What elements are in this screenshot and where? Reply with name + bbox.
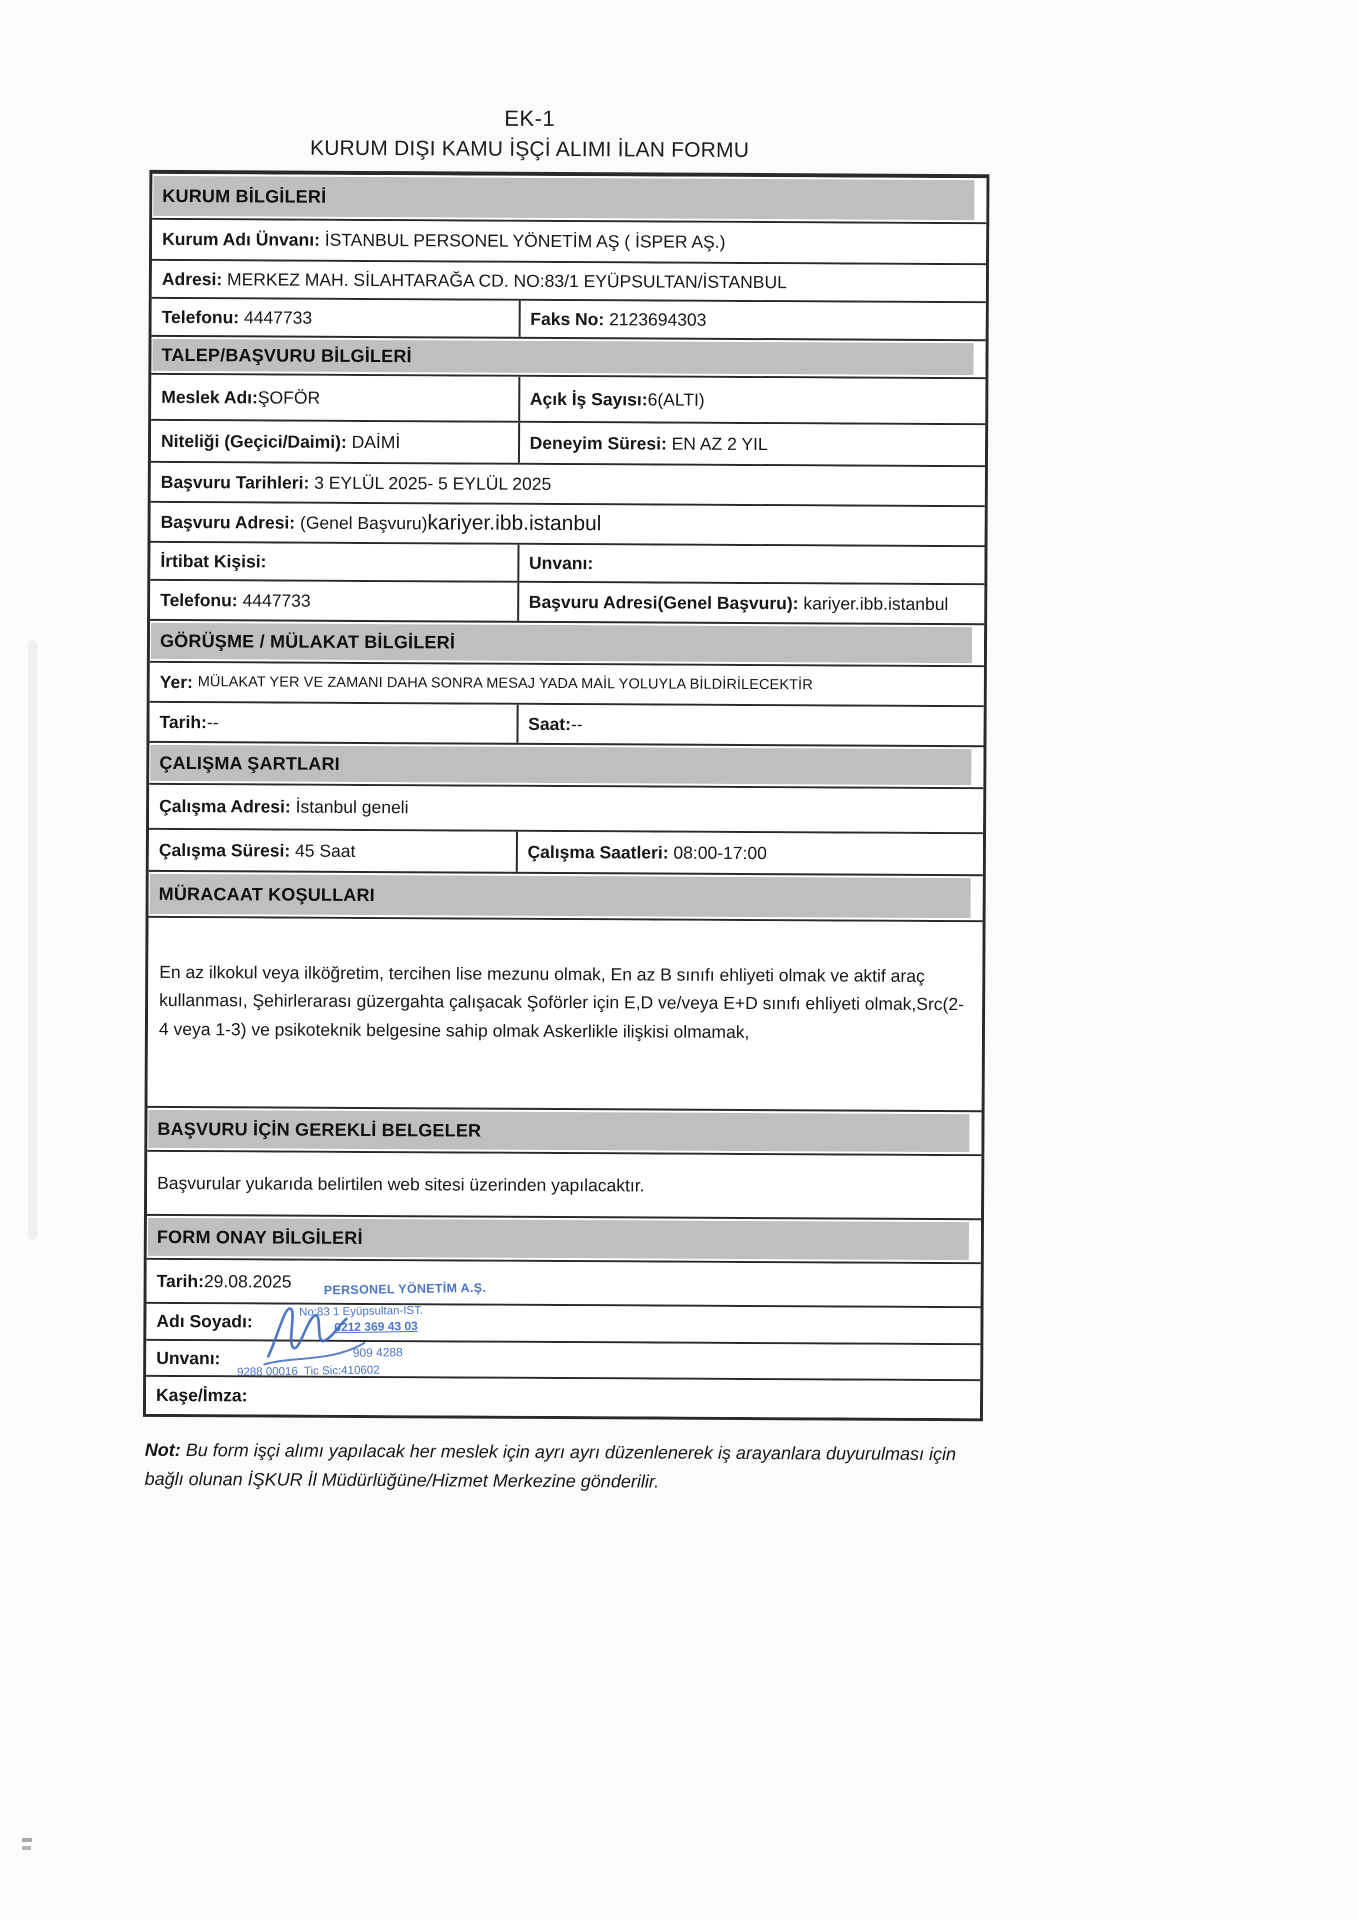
cell-telefonu-2 (150, 581, 519, 621)
value-deneyim-suresi: EN AZ 2 YIL (671, 433, 768, 454)
section-header-gerekli-belgeler (147, 1108, 981, 1156)
footer-note (145, 1436, 973, 1499)
row-meslek-acikis (151, 375, 985, 425)
value-kurum-adi: İSTANBUL PERSONEL YÖNETİM AŞ ( İSPER AŞ.) (324, 229, 726, 252)
form-table (143, 170, 990, 1421)
value-onay-tarih: 29.08.2025 (203, 1270, 292, 1292)
cell-meslek-adi (151, 375, 520, 421)
cell-telefonu (152, 299, 521, 337)
label-adi-soyadi: Adı Soyadı: (156, 1310, 253, 1332)
stamp-address-line: No:83 1 Eyüpsultan-İST. (299, 1305, 424, 1320)
row-muracaat-kosullari-text (148, 918, 983, 1112)
row-telefonu2-basvuruadresi2 (150, 581, 984, 625)
value-acik-is-sayisi: 6(ALTI) (647, 388, 705, 410)
stamp-registry-line-1: 909 4288 (352, 1345, 403, 1361)
cell-deneyim-suresi (520, 423, 986, 465)
value-basvuru-adresi: kariyer.ibb.istanbul (427, 511, 602, 536)
cell-niteligi (151, 421, 520, 463)
row-adresi (152, 261, 986, 303)
value-basvuru-adresi-2: kariyer.ibb.istanbul (803, 592, 949, 614)
section-header-kurum-bilgileri (152, 174, 986, 224)
cell-unvani (519, 545, 985, 583)
footer-note-label: Not: (144, 1439, 181, 1461)
stamp-company-name: PERSONEL YÖNETİM A.Ş. (323, 1280, 487, 1298)
section-header-gorusme-mulakat (150, 621, 984, 667)
value-telefonu: 4447733 (243, 306, 313, 328)
label-meslek-adi: Meslek Adı: (161, 386, 258, 407)
value-saat: -- (570, 713, 583, 734)
value-calisma-saatleri: 08:00-17:00 (673, 842, 767, 863)
cell-calisma-saatleri (517, 832, 983, 874)
label-irtibat-kisisi: İrtibat Kişisi: (160, 550, 267, 571)
section-header-talep-basvuru (151, 337, 985, 379)
scan-edge-mark (22, 1846, 31, 1850)
section-title: GÖRÜŞME / MÜLAKAT BİLGİLERİ (159, 630, 456, 652)
label-onay-tarih: Tarih: (156, 1270, 205, 1291)
label-deneyim-suresi: Deneyim Süresi: (529, 432, 672, 454)
label-yer: Yer: (159, 671, 198, 692)
section-title: MÜRACAAT KOŞULLARI (158, 883, 375, 905)
label-acik-is-sayisi: Açık İş Sayısı: (529, 388, 648, 409)
label-telefonu-2: Telefonu: (160, 589, 243, 610)
row-belgeler-text (147, 1152, 981, 1220)
section-title: TALEP/BAŞVURU BİLGİLERİ (161, 344, 412, 366)
value-calisma-suresi: 45 Saat (295, 840, 356, 861)
label-calisma-adresi: Çalışma Adresi: (159, 795, 296, 817)
cell-tarih (149, 703, 518, 743)
cell-faks (520, 301, 986, 339)
row-irtibat-unvan (150, 543, 984, 585)
row-onay-tarih (147, 1260, 981, 1308)
footer-note-text: Bu form işçi alımı yapılacak her meslek için ayrı ayrı düzenlenerek iş arayanlara duyurulması için bağlı olunan İŞKUR İl Müdürlüğüne/Hizmet Merkezine gönderilir. (144, 1440, 957, 1492)
value-telefonu-2: 4447733 (242, 589, 311, 611)
label-onay-unvani: Unvanı: (156, 1347, 221, 1368)
label-saat: Saat: (528, 713, 572, 734)
label-basvuru-tarihleri: Başvuru Tarihleri: (160, 471, 315, 493)
label-calisma-saatleri: Çalışma Saatleri: (527, 841, 674, 863)
section-header-muracaat-kosullari (149, 872, 983, 922)
row-basvuru-tarihleri (151, 463, 985, 507)
row-adi-soyadi (146, 1304, 980, 1345)
value-adresi: MERKEZ MAH. SİLAHTARAĞA CD. NO:83/1 EYÜPSULTAN/İSTANBUL (227, 268, 787, 292)
muracaat-kosullari-paragraph: En az ilkokul veya ilköğretim, tercihen lise mezunu olmak, En az B sınıfı ehliyeti olmak ve aktif araç kullanması, Şehirlerarası güzergahta çalışacak Şoförler için E,D ve/veya E+D sınıfı ehliyeti olmak,Src(2-4 veya 1-3) ve psikoteknik belgesine sahip olmak Askerlikle ilişkisi olmamak, (158, 961, 965, 1042)
label-unvani: Unvanı: (528, 552, 594, 573)
value-basvuru-adresi-prefix: (Genel Başvuru) (299, 512, 428, 533)
value-faks: 2123694303 (609, 308, 707, 330)
row-basvuru-adresi (151, 503, 985, 547)
cell-irtibat-kisisi (150, 543, 519, 581)
row-calisma-adresi (149, 785, 983, 834)
label-faks: Faks No: (530, 308, 610, 329)
section-header-bar (150, 745, 971, 785)
label-adresi: Adresi: (161, 268, 228, 289)
row-tarih-saat (149, 703, 983, 747)
label-basvuru-adresi-2: Başvuru Adresi(Genel Başvuru): (528, 591, 804, 613)
section-title: FORM ONAY BİLGİLERİ (156, 1226, 363, 1248)
row-onay-unvani (146, 1341, 980, 1381)
value-yer: MÜLAKAT YER VE ZAMANI DAHA SONRA MESAJ YADA MAİL YOLUYLA BİLDİRİLECEKTİR (197, 674, 813, 694)
scan-edge-mark (22, 1838, 32, 1842)
section-title: ÇALIŞMA ŞARTLARI (159, 752, 340, 774)
section-header-bar (148, 1218, 969, 1260)
label-kurum-adi: Kurum Adı Ünvanı: (162, 228, 325, 250)
label-niteligi: Niteliği (Geçici/Daimi): (160, 430, 352, 452)
label-calisma-suresi: Çalışma Süresi: (158, 839, 296, 861)
label-tarih: Tarih: (159, 711, 207, 732)
row-yer (150, 663, 984, 707)
section-header-form-onay (147, 1216, 981, 1264)
section-title: BAŞVURU İÇİN GEREKLİ BELGELER (157, 1118, 482, 1141)
label-basvuru-adresi: Başvuru Adresi: (160, 511, 301, 533)
section-header-bar (148, 1110, 969, 1152)
stamp-registry-line-2: 9288 00016 Tic Sic:410602 (236, 1364, 380, 1379)
value-calisma-adresi: İstanbul geneli (295, 796, 409, 818)
form-code: EK-1 (504, 105, 556, 131)
row-calisma-suresi-saatleri (149, 830, 983, 876)
document-header (150, 104, 910, 164)
value-tarih: -- (206, 711, 219, 732)
stamp-phone-line: 0212 369 43 03 (334, 1318, 418, 1334)
cell-calisma-suresi (149, 830, 518, 872)
cell-saat (518, 705, 984, 745)
section-header-bar (150, 874, 971, 918)
value-niteligi: DAİMİ (351, 431, 401, 452)
section-title: KURUM BİLGİLERİ (162, 185, 327, 207)
label-kase-imza: Kaşe/İmza: (155, 1384, 248, 1406)
section-header-bar (151, 623, 972, 663)
row-kase-imza (146, 1377, 980, 1418)
belgeler-paragraph: Başvurular yukarıda belirtilen web sitesi üzerinden yapılacaktır. (157, 1172, 645, 1195)
scan-edge-shadow (28, 640, 37, 1240)
cell-basvuru-adresi-2 (519, 583, 985, 623)
section-header-bar (153, 176, 974, 220)
label-telefonu: Telefonu: (161, 306, 245, 327)
row-telefonu-faks (152, 299, 986, 341)
section-header-bar (152, 339, 973, 375)
section-header-calisma-sartlari (149, 743, 983, 789)
cell-acik-is-sayisi (520, 377, 986, 423)
row-niteligi-deneyim (151, 421, 985, 467)
form-title: KURUM DIŞI KAMU İŞÇİ ALIMI İLAN FORMU (309, 136, 750, 162)
row-kurum-adi (152, 220, 986, 265)
value-meslek-adi: ŞOFÖR (257, 386, 321, 408)
value-basvuru-tarihleri: 3 EYLÜL 2025- 5 EYLÜL 2025 (314, 472, 552, 494)
